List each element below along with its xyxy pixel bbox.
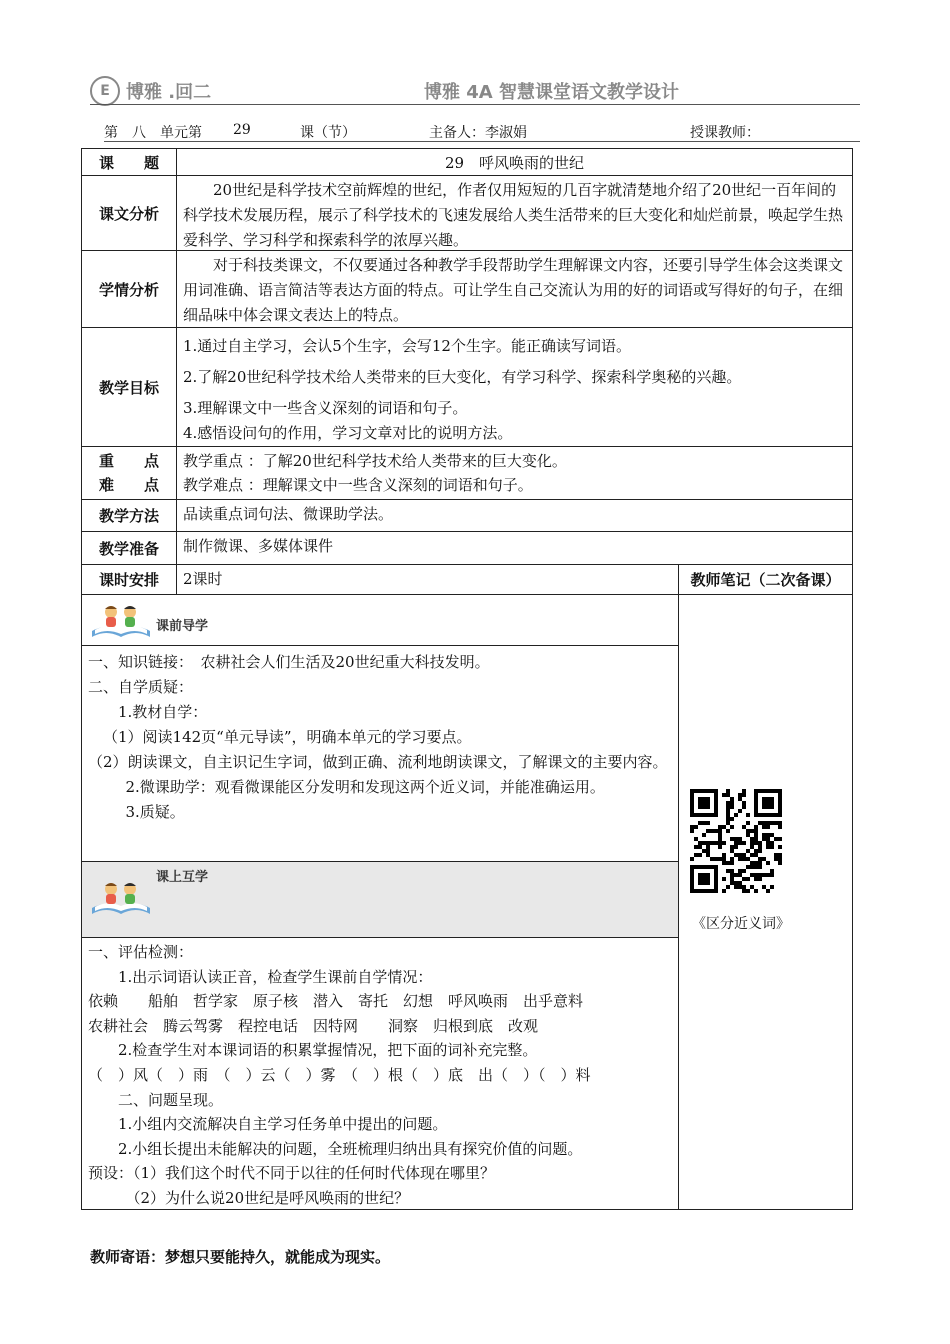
in-class-line: 2.小组长提出未能解决的问题，全班梳理归纳出具有探究价值的问题。 bbox=[88, 1139, 583, 1158]
time-cell bbox=[176, 564, 679, 595]
title-label: 课 题 bbox=[81, 148, 177, 176]
key-text: 教学重点 ：了解20世纪科学技术给人类带来的巨大变化。 bbox=[183, 452, 567, 470]
goal-item: 3.理解课文中一些含义深刻的词语和句子。 bbox=[183, 399, 468, 417]
unit-number: 29 bbox=[233, 122, 251, 138]
in-class-line: （ ）风（ ）雨 （ ）云（ ）雾 （ ）根（ ）底 出（ ）（ ）料 bbox=[88, 1065, 591, 1084]
in-class-line: 农耕社会 腾云驾雾 程控电话 因特网 洞察 归根到底 改观 bbox=[88, 1016, 539, 1035]
analysis-cell bbox=[176, 175, 853, 251]
reading-kids-icon bbox=[90, 601, 152, 639]
in-class-title: 课上互学 bbox=[156, 870, 209, 885]
in-class-line: 预设：（1）我们这个时代不同于以往的任何时代体现在哪里？ bbox=[88, 1164, 496, 1183]
key-difficulty-cell bbox=[176, 446, 853, 500]
reading-kids-icon bbox=[90, 878, 152, 916]
header-right-title: 博雅 4A 智慧课堂语文教学设计 bbox=[424, 82, 679, 103]
method-cell bbox=[176, 499, 853, 532]
key-difficulty-label bbox=[81, 446, 177, 500]
in-class-line: 二、问题呈现。 bbox=[88, 1090, 224, 1109]
pre-class-body bbox=[81, 645, 679, 862]
pre-class-line: 3.质疑。 bbox=[110, 803, 185, 821]
qr-caption: 《区分近义词》 bbox=[692, 916, 790, 932]
analysis-label: 课文分析 bbox=[81, 175, 177, 251]
qr-code-icon[interactable] bbox=[690, 789, 782, 893]
in-class-line: 一、评估检测： bbox=[88, 943, 194, 961]
in-class-line: 1.出示词语认读正音，检查学生课前自学情况： bbox=[88, 967, 433, 986]
in-class-line: （2）为什么说20世纪是呼风唤雨的世纪？ bbox=[88, 1188, 410, 1207]
time-label: 课时安排 bbox=[81, 564, 177, 595]
pre-class-header bbox=[81, 594, 679, 646]
pre-class-line: 一、知识链接： 农耕社会人们生活及20世纪重大科技发明。 bbox=[88, 653, 490, 671]
prep-label: 教学准备 bbox=[81, 531, 177, 565]
goal-item: 1.通过自主学习，会认5个生字，会写12个生字。能正确读写词语。 bbox=[183, 337, 631, 355]
in-class-body bbox=[81, 937, 679, 1210]
prep-cell bbox=[176, 531, 853, 565]
lesson-label: 课（节） bbox=[300, 125, 356, 141]
header-left-title: 博雅 .回二 bbox=[126, 82, 212, 103]
pre-class-line: 1.教材自学： bbox=[103, 703, 208, 721]
goals-label: 教学目标 bbox=[81, 327, 177, 447]
teacher-label: 授课教师： bbox=[690, 125, 760, 141]
lesson-plan-table bbox=[81, 148, 853, 1210]
preparer-label: 主备人：李淑娟 bbox=[429, 125, 527, 141]
time-text: 2课时 bbox=[183, 570, 223, 588]
difficulty-text: 教学难点 ：理解课文中一些含义深刻的词语和句子。 bbox=[183, 476, 533, 494]
in-class-line: 1.小组内交流解决自主学习任务单中提出的问题。 bbox=[88, 1115, 448, 1134]
in-class-header bbox=[81, 861, 679, 938]
pre-class-line: 2.微课助学：观看微课能区分发明和发现这两个近义词，并能准确运用。 bbox=[110, 778, 605, 796]
teacher-motto: 教师寄语：梦想只要能持久，就能成为现实。 bbox=[90, 1248, 391, 1266]
key-label: 重 点 bbox=[98, 452, 159, 470]
pre-class-title: 课前导学 bbox=[156, 619, 209, 634]
prep-text: 制作微课、多媒体课件 bbox=[183, 537, 334, 555]
pre-class-line: （2）朗读课文，自主识记生字词，做到正确、流利地朗读课文，了解课文的主要内容。 bbox=[88, 753, 668, 771]
method-label: 教学方法 bbox=[81, 499, 177, 532]
lesson-meta bbox=[104, 122, 860, 142]
learner-text: 对于科技类课文，不仅要通过各种教学手段帮助学生理解课文内容，还要引导学生体会这类课文用词准确、语言简洁等表达方面的特点。可让学生自己交流认为用的好的词语或写得好的句子，在细细品味中体会课文表达上的特点。 bbox=[183, 256, 844, 324]
goals-cell bbox=[176, 327, 853, 447]
title-value: 29 呼风唤雨的世纪 bbox=[176, 148, 853, 176]
goal-item: 2.了解20世纪科学技术给人类带来的巨大变化，有学习科学、探索科学奥秘的兴趣。 bbox=[183, 368, 742, 386]
pre-class-line: 二、自学质疑： bbox=[88, 678, 194, 696]
in-class-line: 依赖 船舶 哲学家 原子核 潜入 寄托 幻想 呼风唤雨 出乎意料 bbox=[88, 992, 584, 1011]
method-text: 品读重点词句法、微课助学法。 bbox=[183, 505, 394, 523]
unit-label: 第 八 单元第 bbox=[104, 125, 202, 141]
difficulty-label: 难 点 bbox=[98, 476, 159, 494]
notes-header: 教师笔记（二次备课） bbox=[678, 564, 853, 595]
meta-divider bbox=[104, 141, 860, 142]
notes-column bbox=[678, 594, 853, 1210]
header-divider bbox=[90, 104, 860, 105]
page-header bbox=[90, 76, 860, 104]
learner-label: 学情分析 bbox=[81, 250, 177, 328]
goal-item: 4.感悟设问句的作用，学习文章对比的说明方法。 bbox=[183, 424, 513, 442]
in-class-line: 2.检查学生对本课词语的积累掌握情况，把下面的词补充完整。 bbox=[88, 1041, 538, 1060]
analysis-text: 20世纪是科学技术空前辉煌的世纪，作者仅用短短的几百字就清楚地介绍了20世纪一百年间的科学技术发展历程，展示了科学技术的飞速发展给人类生活带来的巨大变化和灿烂前景，唤起学生热爱科学、学习科学和探索科学的浓厚兴趣。 bbox=[183, 181, 844, 249]
pre-class-line: （1）阅读142页“单元导读”，明确本单元的学习要点。 bbox=[103, 728, 472, 746]
logo-icon: E bbox=[90, 76, 120, 106]
learner-cell bbox=[176, 250, 853, 328]
